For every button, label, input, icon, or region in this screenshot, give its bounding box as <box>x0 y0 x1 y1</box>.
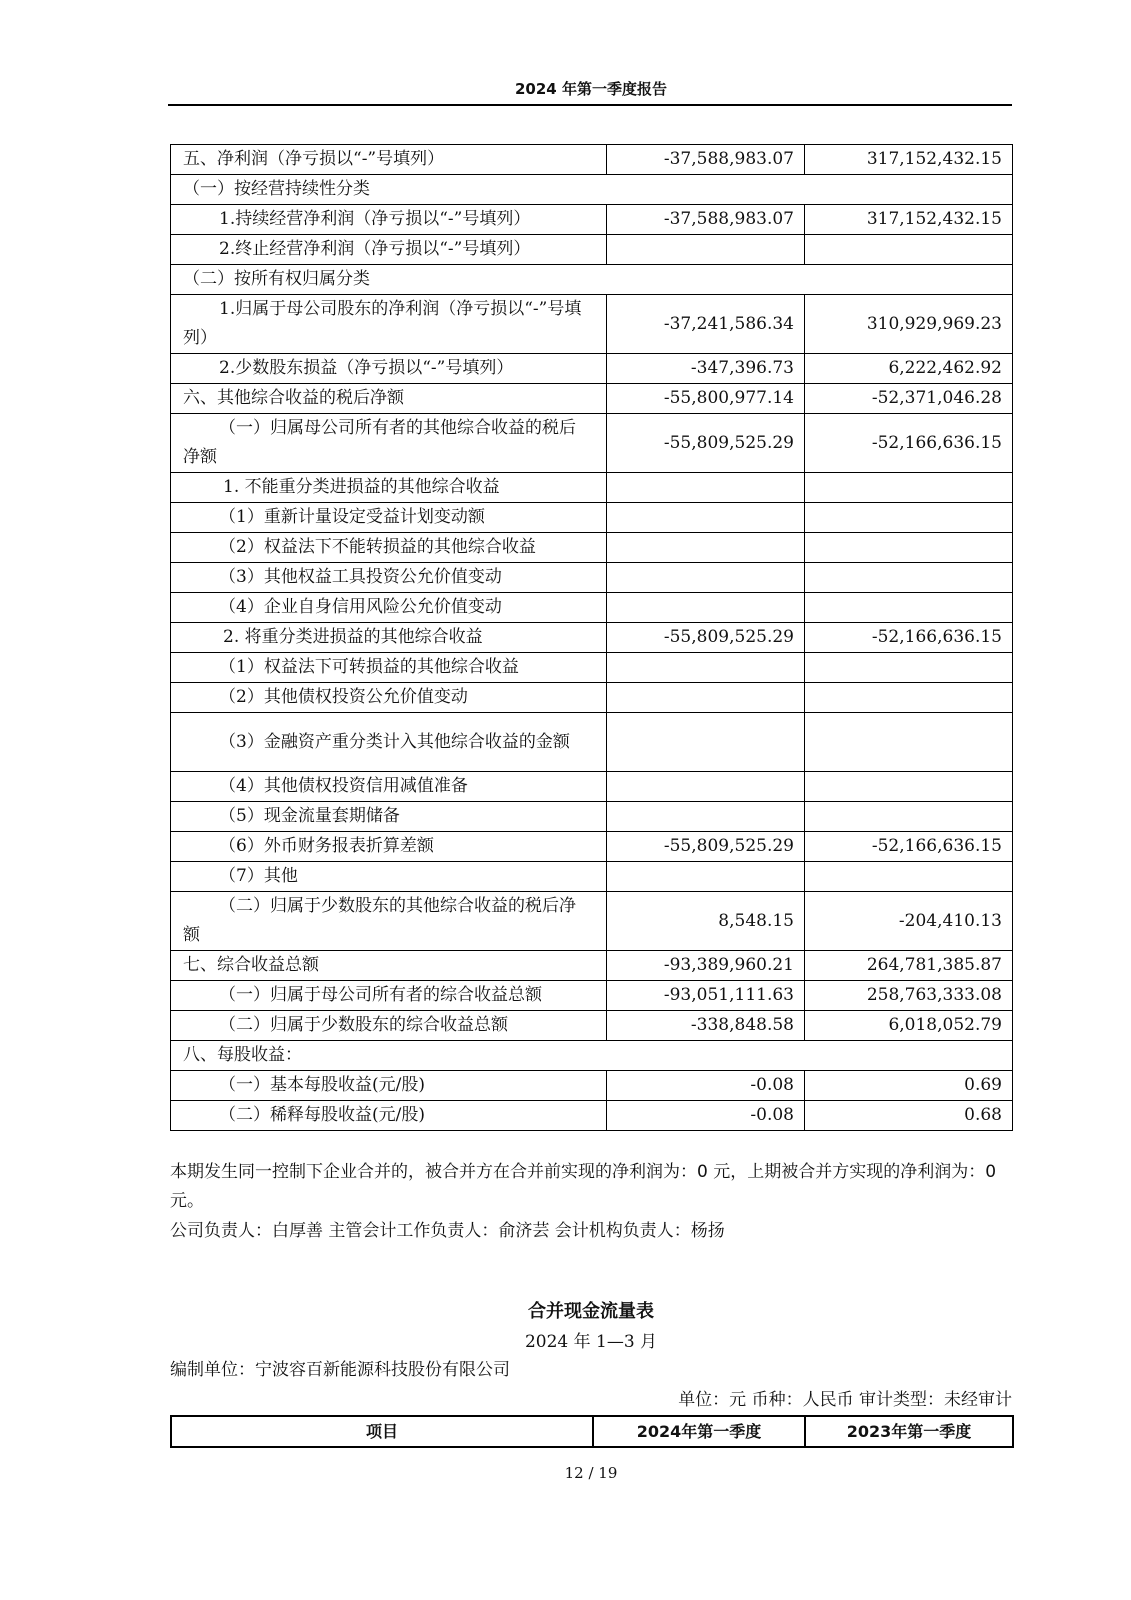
signatories-line: 公司负责人：白厚善 主管会计工作负责人：俞济芸 会计机构负责人：杨扬 <box>170 1221 725 1241</box>
row-previous-value: 258,763,333.08 <box>805 981 1013 1011</box>
table-row <box>171 832 1013 862</box>
table-row <box>171 354 1013 384</box>
table-row <box>171 862 1013 892</box>
row-previous-value <box>805 473 1013 503</box>
row-item-label: （4）其他债权投资信用减值准备 <box>171 772 607 802</box>
table-row <box>171 713 1013 772</box>
row-previous-value: 0.68 <box>805 1101 1013 1131</box>
row-item-label: （1）权益法下可转损益的其他综合收益 <box>171 653 607 683</box>
row-item-label: 2.少数股东损益（净亏损以“-”号填列） <box>171 354 607 384</box>
row-current-value <box>607 503 805 533</box>
row-previous-value <box>805 802 1013 832</box>
row-current-value: -93,389,960.21 <box>607 951 805 981</box>
row-current-value <box>607 713 805 772</box>
row-item-label: （一）基本每股收益(元/股) <box>171 1071 607 1101</box>
table-row <box>171 802 1013 832</box>
row-current-value <box>607 473 805 503</box>
row-item-label: （3）其他权益工具投资公允价值变动 <box>171 563 607 593</box>
row-item-label: 六、其他综合收益的税后净额 <box>171 384 607 414</box>
row-current-value: 8,548.15 <box>607 892 805 951</box>
page-header-title: 2024 年第一季度报告 <box>515 80 667 98</box>
row-item-label: （1）重新计量设定受益计划变动额 <box>171 503 607 533</box>
row-previous-value <box>805 563 1013 593</box>
row-item-label: （一）归属于母公司所有者的综合收益总额 <box>171 981 607 1011</box>
row-current-value: -55,800,977.14 <box>607 384 805 414</box>
row-item-label: （4）企业自身信用风险公允价值变动 <box>171 593 607 623</box>
merger-note: 本期发生同一控制下企业合并的，被合并方在合并前实现的净利润为：0 元，上期被合并方实现的净利润为：0 元。 <box>170 1162 997 1211</box>
row-previous-value <box>805 235 1013 265</box>
row-previous-value <box>805 862 1013 892</box>
income-statement-body <box>171 145 1013 1131</box>
row-current-value <box>607 772 805 802</box>
table-row <box>171 1041 1013 1071</box>
row-current-value: -0.08 <box>607 1071 805 1101</box>
row-previous-value <box>805 503 1013 533</box>
row-previous-value: 317,152,432.15 <box>805 145 1013 175</box>
row-previous-value: -204,410.13 <box>805 892 1013 951</box>
page-number: 12 / 19 <box>564 1464 618 1482</box>
row-current-value: -55,809,525.29 <box>607 832 805 862</box>
row-item-label: 五、净利润（净亏损以“-”号填列） <box>171 145 607 175</box>
row-item-label: 2.终止经营净利润（净亏损以“-”号填列） <box>171 235 607 265</box>
table-row <box>171 265 1013 295</box>
row-item-label: 八、每股收益： <box>171 1041 1013 1071</box>
row-previous-value: -52,371,046.28 <box>805 384 1013 414</box>
table-row <box>171 503 1013 533</box>
row-item-label: （二）归属于少数股东的其他综合收益的税后净额 <box>171 892 607 951</box>
table-row <box>171 384 1013 414</box>
row-previous-value: -52,166,636.15 <box>805 414 1013 473</box>
table-row <box>171 1101 1013 1131</box>
row-previous-value: 6,018,052.79 <box>805 1011 1013 1041</box>
row-item-label: （一）归属母公司所有者的其他综合收益的税后净额 <box>171 414 607 473</box>
row-current-value: -37,588,983.07 <box>607 145 805 175</box>
row-item-label: （6）外币财务报表折算差额 <box>171 832 607 862</box>
row-previous-value <box>805 533 1013 563</box>
row-previous-value: 310,929,969.23 <box>805 295 1013 354</box>
cashflow-header-previous: 2023年第一季度 <box>805 1416 1013 1447</box>
row-current-value: -0.08 <box>607 1101 805 1131</box>
row-item-label: （7）其他 <box>171 862 607 892</box>
table-row <box>171 772 1013 802</box>
row-item-label: （二）稀释每股收益(元/股) <box>171 1101 607 1131</box>
income-statement-table <box>170 144 1013 1131</box>
cashflow-header-table <box>170 1415 1014 1448</box>
row-current-value: -338,848.58 <box>607 1011 805 1041</box>
row-previous-value <box>805 772 1013 802</box>
table-row <box>171 145 1013 175</box>
row-current-value: -93,051,111.63 <box>607 981 805 1011</box>
row-current-value: -347,396.73 <box>607 354 805 384</box>
row-item-label: （5）现金流量套期储备 <box>171 802 607 832</box>
cashflow-preparer: 编制单位：宁波容百新能源科技股份有限公司 <box>170 1360 510 1380</box>
table-row <box>171 653 1013 683</box>
row-current-value <box>607 563 805 593</box>
table-row <box>171 1011 1013 1041</box>
table-row <box>171 683 1013 713</box>
row-current-value: -37,241,586.34 <box>607 295 805 354</box>
cashflow-period: 2024 年 1—3 月 <box>524 1332 658 1352</box>
row-previous-value <box>805 683 1013 713</box>
row-previous-value: -52,166,636.15 <box>805 623 1013 653</box>
row-current-value: -55,809,525.29 <box>607 414 805 473</box>
table-row <box>171 563 1013 593</box>
row-item-label: （二）按所有权归属分类 <box>171 265 1013 295</box>
row-item-label: （2）其他债权投资公允价值变动 <box>171 683 607 713</box>
row-item-label: 1. 不能重分类进损益的其他综合收益 <box>171 473 607 503</box>
row-current-value <box>607 683 805 713</box>
row-item-label: （2）权益法下不能转损益的其他综合收益 <box>171 533 607 563</box>
row-current-value <box>607 593 805 623</box>
row-previous-value <box>805 593 1013 623</box>
table-row <box>171 295 1013 354</box>
row-previous-value: -52,166,636.15 <box>805 832 1013 862</box>
table-row <box>171 1071 1013 1101</box>
table-row <box>171 235 1013 265</box>
row-current-value <box>607 533 805 563</box>
row-current-value: -37,588,983.07 <box>607 205 805 235</box>
cashflow-header-current: 2024年第一季度 <box>593 1416 805 1447</box>
row-current-value <box>607 802 805 832</box>
row-item-label: （二）归属于少数股东的综合收益总额 <box>171 1011 607 1041</box>
cashflow-unit-line: 单位：元 币种：人民币 审计类型：未经审计 <box>678 1390 1012 1410</box>
row-previous-value: 0.69 <box>805 1071 1013 1101</box>
row-item-label: 1.持续经营净利润（净亏损以“-”号填列） <box>171 205 607 235</box>
cashflow-header-item: 项目 <box>171 1416 593 1447</box>
table-row <box>171 892 1013 951</box>
row-item-label: 2. 将重分类进损益的其他综合收益 <box>171 623 607 653</box>
row-item-label: （3）金融资产重分类计入其他综合收益的金额 <box>171 713 607 772</box>
table-row <box>171 175 1013 205</box>
row-previous-value: 264,781,385.87 <box>805 951 1013 981</box>
table-row <box>171 205 1013 235</box>
row-current-value <box>607 653 805 683</box>
row-item-label: 七、综合收益总额 <box>171 951 607 981</box>
cashflow-title: 合并现金流量表 <box>528 1301 654 1322</box>
table-row <box>171 623 1013 653</box>
header-rule <box>168 104 1012 106</box>
table-row <box>171 414 1013 473</box>
row-item-label: 1.归属于母公司股东的净利润（净亏损以“-”号填列） <box>171 295 607 354</box>
row-previous-value: 317,152,432.15 <box>805 205 1013 235</box>
table-row <box>171 981 1013 1011</box>
table-row <box>171 533 1013 563</box>
row-current-value <box>607 235 805 265</box>
row-previous-value <box>805 653 1013 683</box>
row-previous-value <box>805 713 1013 772</box>
row-current-value <box>607 862 805 892</box>
row-item-label: （一）按经营持续性分类 <box>171 175 1013 205</box>
table-row <box>171 473 1013 503</box>
cashflow-header-row <box>171 1416 1013 1447</box>
row-previous-value: 6,222,462.92 <box>805 354 1013 384</box>
table-row <box>171 593 1013 623</box>
row-current-value: -55,809,525.29 <box>607 623 805 653</box>
table-row <box>171 951 1013 981</box>
